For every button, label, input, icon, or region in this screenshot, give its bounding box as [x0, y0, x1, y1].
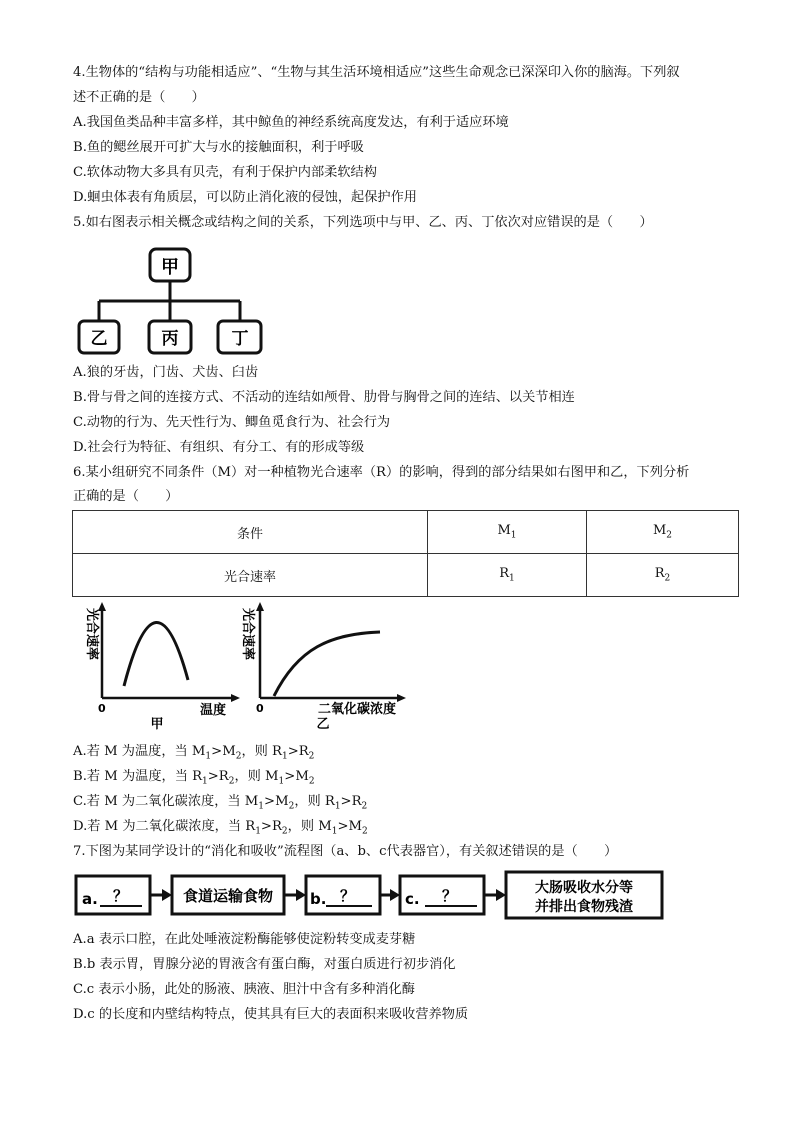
graph-b-ylabel: 光合速率	[240, 608, 255, 661]
table-cell-r2: $R_2$	[587, 554, 739, 597]
q5-option-a: A.狼的牙齿，门齿、犬齿、臼齿	[73, 365, 259, 380]
q6-graph-a	[72, 600, 242, 735]
flow-box-a-label: a.	[82, 890, 98, 908]
q7-option-c: C.c 表示小肠，此处的肠液、胰液、胆汁中含有多种消化酶	[73, 982, 415, 997]
flow-box-large-intestine-line1: 大肠吸收水分等	[535, 880, 633, 896]
graph-a-origin: 0	[98, 702, 106, 715]
q5-option-d: D.社会行为特征、有组织、有分工、有的形成等级	[73, 440, 365, 455]
q4-option-c: C.软体动物大多具有贝壳，有利于保护内部柔软结构	[73, 165, 377, 180]
q5-concept-diagram	[70, 243, 270, 358]
table-row	[73, 554, 739, 597]
q4-stem-line2: 述不正确的是（ ）	[73, 90, 205, 105]
q5-option-c: C.动物的行为、先天性行为、鲫鱼觅食行为、社会行为	[73, 415, 391, 430]
q7-option-d: D.c 的长度和内壁结构特点，使其具有巨大的表面积来吸收营养物质	[73, 1007, 469, 1022]
flow-box-esophagus: 食道运输食物	[182, 887, 274, 905]
q6-option-b: B.若 M 为温度，当 $R_1>R_2$，则 $M_1>M_2$	[73, 769, 315, 787]
q6-graph-b	[230, 600, 415, 735]
graph-a-xlabel: 温度	[200, 703, 227, 718]
q7-option-b: B.b 表示胃，胃腺分泌的胃液含有蛋白酶，对蛋白质进行初步消化	[73, 957, 456, 972]
table-cell-m2: $M_2$	[587, 511, 739, 554]
flow-box-b-question: ？	[340, 887, 356, 905]
diagram-node-right: 丁	[231, 329, 249, 349]
flow-box-b-label: b.	[310, 890, 327, 908]
q7-stem: 7.下图为某同学设计的“消化和吸收”流程图（a、b、c代表器官），有关叙述错误的是（ ）	[73, 844, 618, 859]
q6-option-d: D.若 M 为二氧化碳浓度，当 $R_1>R_2$，则 $M_1>M_2$	[73, 819, 368, 837]
table-cell-label: 条件	[73, 511, 428, 554]
q7-flow-diagram	[72, 866, 672, 926]
diagram-node-mid: 丙	[161, 329, 179, 349]
q5-stem: 5.如右图表示相关概念或结构之间的关系，下列选项中与甲、乙、丙、丁依次对应错误的是（ ）	[73, 215, 653, 230]
q4-option-a: A.我国鱼类品种丰富多样，其中鲸鱼的神经系统高度发达，有利于适应环境	[73, 115, 509, 130]
q6-stem-line1: 6.某小组研究不同条件（M）对一种植物光合速率（R）的影响，得到的部分结果如右图甲和乙，下列分析	[73, 465, 690, 480]
diagram-node-top: 甲	[161, 257, 179, 278]
table-cell-label: 光合速率	[73, 554, 428, 597]
diagram-node-left: 乙	[90, 329, 108, 349]
q6-data-table	[72, 510, 739, 597]
flow-box-a-question: ？	[113, 887, 129, 905]
q6-option-c: C.若 M 为二氧化碳浓度，当 $M_1>M_2$，则 $R_1>R_2$	[73, 794, 368, 812]
table-cell-m1: $M_1$	[428, 511, 587, 554]
graph-a-ylabel: 光合速率	[84, 608, 99, 661]
flow-box-c-question: ？	[442, 887, 458, 905]
graph-b-caption: 乙	[316, 717, 330, 732]
q7-option-a: A.a 表示口腔，在此处唾液淀粉酶能够使淀粉转变成麦芽糖	[73, 932, 416, 947]
flow-box-c-label: c.	[405, 890, 420, 908]
q6-stem-line2: 正确的是（ ）	[73, 489, 179, 504]
q6-option-a: A.若 M 为温度，当 $M_1>M_2$，则 $R_1>R_2$	[73, 744, 315, 762]
table-row	[73, 511, 739, 554]
q4-option-b: B.鱼的鳃丝展开可扩大与水的接触面积，利于呼吸	[73, 140, 364, 155]
q4-option-d: D.蛔虫体表有角质层，可以防止消化液的侵蚀，起保护作用	[73, 190, 417, 205]
flow-box-large-intestine-line2: 并排出食物残渣	[535, 899, 633, 915]
graph-a-caption: 甲	[150, 717, 164, 732]
table-cell-r1: $R_1$	[428, 554, 587, 597]
q5-option-b: B.骨与骨之间的连接方式、不活动的连结如颅骨、肋骨与胸骨之间的连结、以关节相连	[73, 390, 575, 405]
q4-stem-line1: 4.生物体的“结构与功能相适应”、“生物与其生活环境相适应”这些生命观念已深深印入你的脑海。下列叙	[73, 65, 680, 80]
graph-b-xlabel: 二氧化碳浓度	[318, 702, 397, 717]
graph-b-origin: 0	[256, 702, 264, 715]
